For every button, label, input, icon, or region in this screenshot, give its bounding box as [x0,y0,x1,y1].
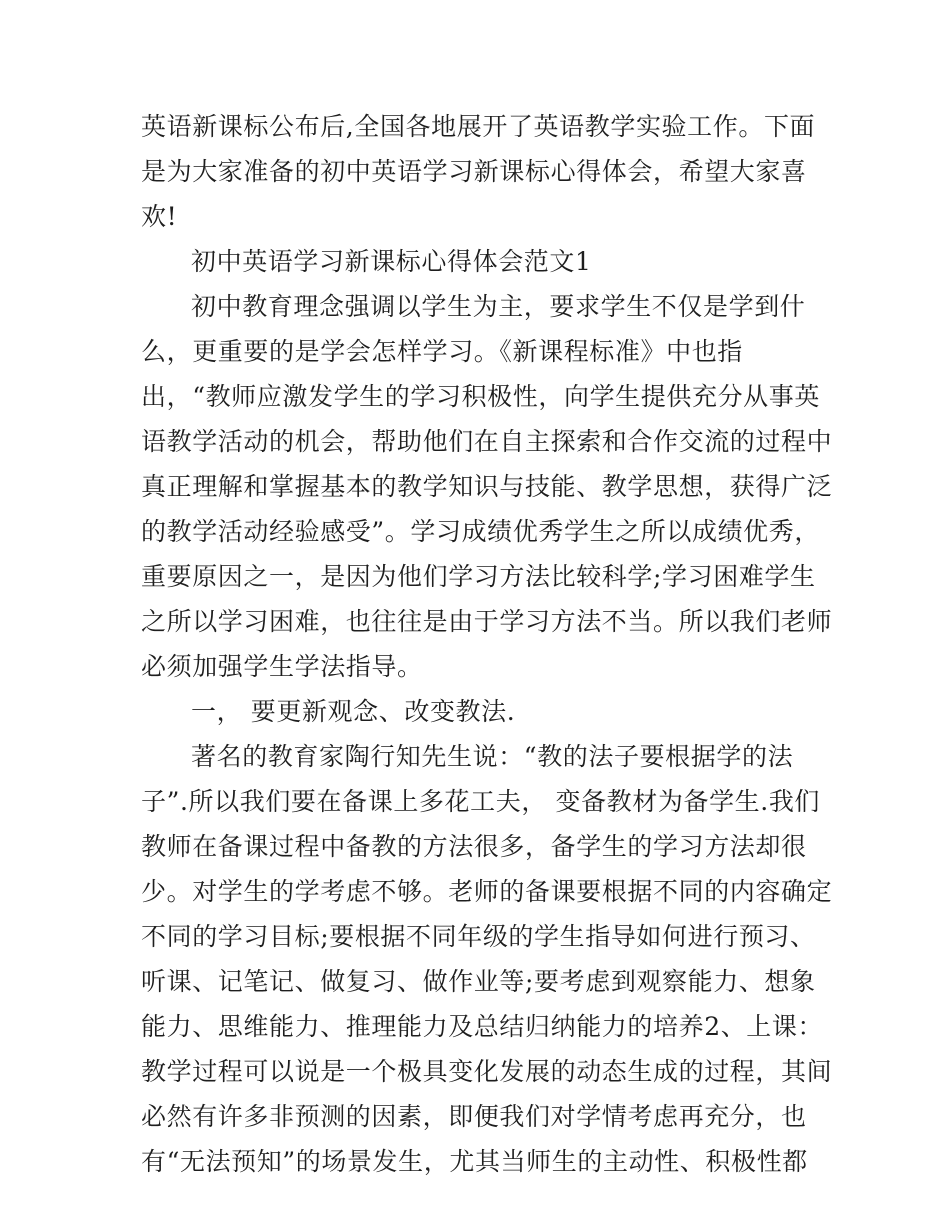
text-line: 必须加强学生学法指导。 [141,652,423,681]
text-line: 出，“教师应激发学生的学习积极性，向学生提供充分从事英 [141,382,820,411]
document-body [141,104,833,1184]
text-line: 英语新课标公布后,全国各地展开了英语教学实验工作。下面 [141,112,816,141]
text-line: 听课、记笔记、做复习、做作业等;要考虑到观察能力、想象 [141,967,816,996]
text-line: 教师在备课过程中备教的方法很多，备学生的学习方法却很 [141,832,807,861]
text-line: 之所以学习困难，也往往是由于学习方法不当。所以我们老师 [141,607,833,636]
text-line: 著名的教育家陶行知先生说：“教的法子要根据学的法 [191,742,794,771]
text-line: 的教学活动经验感受”。学习成绩优秀学生之所以成绩优秀， [141,517,820,546]
text-line: 语教学活动的机会，帮助他们在自主探索和合作交流的过程中 [141,427,833,456]
text-line: 教学过程可以说是一个极具变化发展的动态生成的过程，其间 [141,1057,833,1086]
text-line: 重要原因之一，是因为他们学习方法比较科学;学习困难学生 [141,562,816,591]
text-line: 能力、思维能力、推理能力及总结归纳能力的培养2、上课： [141,1012,824,1041]
text-line: 是为大家准备的初中英语学习新课标心得体会，希望大家喜 [141,157,807,186]
section-title: 初中英语学习新课标心得体会范文1 [191,247,592,276]
text-line: 么，更重要的是学会怎样学习。《新课程标准》中也指 [141,337,743,366]
text-line: 子”.所以我们要在备课上多花工夫， 变备教材为备学生.我们 [141,787,821,816]
text-line: 有“无法预知”的场景发生，尤其当师生的主动性、积极性都 [141,1147,808,1176]
text-line: 不同的学习目标;要根据不同年级的学生指导如何进行预习、 [141,922,816,951]
text-line: 欢! [141,202,178,231]
text-line: 真正理解和掌握基本的教学知识与技能、教学思想，获得广泛 [141,472,833,501]
subsection-heading: 一， 要更新观念、改变教法. [191,697,516,726]
text-line: 初中教育理念强调以学生为主，要求学生不仅是学到什 [191,292,806,321]
text-line: 少。对学生的学考虑不够。老师的备课要根据不同的内容确定 [141,877,833,906]
text-line: 必然有许多非预测的因素，即便我们对学情考虑再充分，也 [141,1102,807,1131]
